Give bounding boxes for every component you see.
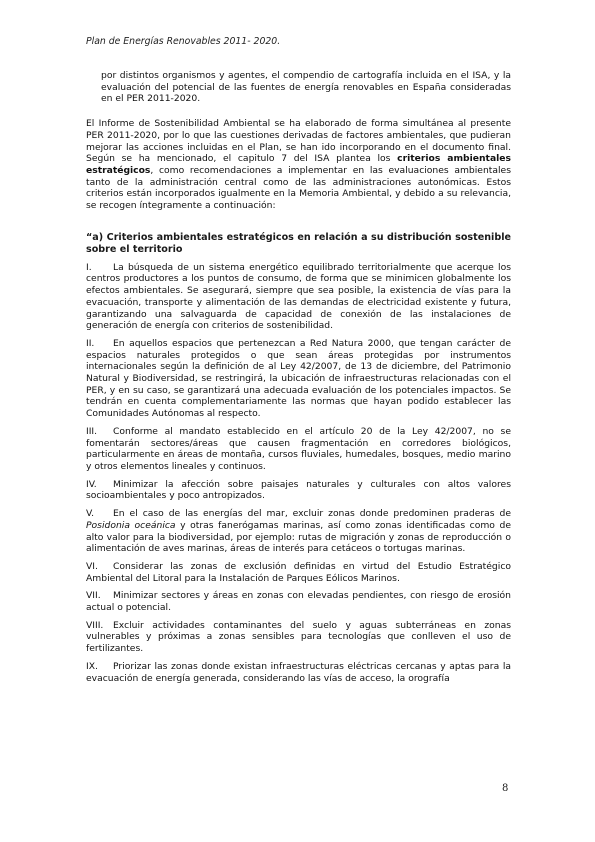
criterion-text: Excluir actividades contaminantes del suelo y aguas subterráneas en zonas vulnerables y próximas a zonas sensibles para tecnologías que conlleven el uso de fertilizantes. — [86, 619, 511, 655]
criterion-text: En aquellos espacios que pertenezcan a Red Natura 2000, que tengan carácter de espacios naturales protegidos o que sean áreas protegidas por instrumentos internacionales según la definición de al Ley 42/2007, de 13 de diciembre, del Patrimonio Natural y Biodiversidad, se restringirá, la ubicación de infraestructuras relacionadas con el PER, y en su caso, se garantizará una adecuada evaluación de los potenciales impactos. Se tendrán en cuenta complementariamente las normas que hayan podido establecer las Comunidades Autónomas al respecto. — [86, 337, 511, 420]
criterion-text: Minimizar sectores y áreas en zonas con elevadas pendientes, con riesgo de erosión actual o potencial. — [86, 590, 511, 614]
criterion-number: V. — [86, 508, 95, 520]
criterion-vii — [86, 590, 511, 613]
criterion-number: IX. — [86, 660, 98, 672]
criterion-text: Conforme al mandato establecido en el artículo 20 de la Ley 42/2007, no se fomentarán sectores/áreas que causen fragmentación en corredores biológicos, particularmente en áreas de montaña, cursos fluviales, humedales, bosques, medio marino y otros elementos lineales y continuos. — [86, 425, 511, 472]
criterion-number: II. — [86, 337, 95, 349]
section-title: “a) Criterios ambientales estratégicos en relación a su distribución sostenible sobre el territorio — [86, 231, 511, 255]
intro-paragraph — [86, 118, 511, 212]
criterion-ix — [86, 661, 511, 684]
criterion-iii — [86, 426, 511, 473]
criterion-vi — [86, 561, 511, 584]
page-body — [86, 70, 511, 690]
criterion-text: Considerar las zonas de exclusión definidas en virtud del Estudio Estratégico Ambiental del Litoral para la Instalación de Parques Eólicos Marinos. — [86, 560, 511, 584]
intro-bold-term: criterios ambientales estratégicos — [86, 153, 511, 176]
criterion-text-before: En el caso de las energías del mar, excluir zonas donde predominen praderas de — [113, 508, 511, 520]
criterion-v — [86, 508, 511, 555]
intro-text-part2: , como recomendaciones a implementar en las evaluaciones ambientales tanto de la administración central como de las administraciones autonómicas. Estos criterios están incorporados igualmente en la Memoria Ambiental, y debido a su relevancia, se recogen íntegramente a continuación: — [86, 164, 511, 212]
criterion-ii — [86, 338, 511, 420]
criterion-text: Minimizar la afección sobre paisajes naturales y culturales con altos valores socioambientales y poco antropizados. — [86, 478, 511, 502]
criterion-number: III. — [86, 425, 98, 437]
page-number: 8 — [502, 783, 509, 794]
running-header: Plan de Energías Renovables 2011- 2020. — [86, 36, 281, 47]
criterion-text: Priorizar las zonas donde existan infraestructuras eléctricas cercanas y aptas para la evacuación de energía generada, considerando las vías de acceso, la orografía — [86, 660, 511, 684]
criterion-number: VI. — [86, 560, 98, 572]
continuation-paragraph: por distintos organismos y agentes, el compendio de cartografía incluida en el ISA, y la evaluación del potencial de las fuentes de energía renovables en España consideradas en el PER 2011-2020. — [101, 70, 511, 105]
criterion-number: IV. — [86, 478, 97, 490]
intro-text-part1: El Informe de Sostenibilidad Ambiental se ha elaborado de forma simultánea al presente PER 2011-2020, por lo que las cuestiones derivadas de factores ambientales, que pudieran mejorar las acciones incluidas en el Plan, se han ido incorporando en el documento final. Según se ha mencionado, el capitulo 7 del ISA plantea los — [86, 118, 511, 165]
criterion-number: VIII. — [86, 619, 104, 631]
criterion-species-name: Posidonia oceánica — [86, 519, 176, 531]
criterion-number: VII. — [86, 590, 101, 602]
criterion-iv — [86, 479, 511, 502]
criterion-text: La búsqueda de un sistema energético equilibrado territorialmente que acerque los centros productores a los puntos de consumo, de forma que se minimicen globalmente los efectos ambientales. Se asegurará, siempre que sea posible, la existencia de vías para la evacuación, transporte y alimentación de las demandas de electricidad existente y futura, garantizando una salvaguarda de capacidad de conexión de las instalaciones de generación de energía con criterios de sostenibilidad. — [86, 261, 511, 332]
criterion-number: I. — [86, 261, 92, 273]
criterion-text-after: y otras fanerógamas marinas, así como zonas identificadas como de alto valor para la biodiversidad, por ejemplo: rutas de migración y zonas de reproducción o alimentación de aves marinas, áreas de interés para cetáceos o tortugas marinas. — [86, 519, 511, 555]
criterion-viii — [86, 620, 511, 655]
criterion-i — [86, 262, 511, 332]
